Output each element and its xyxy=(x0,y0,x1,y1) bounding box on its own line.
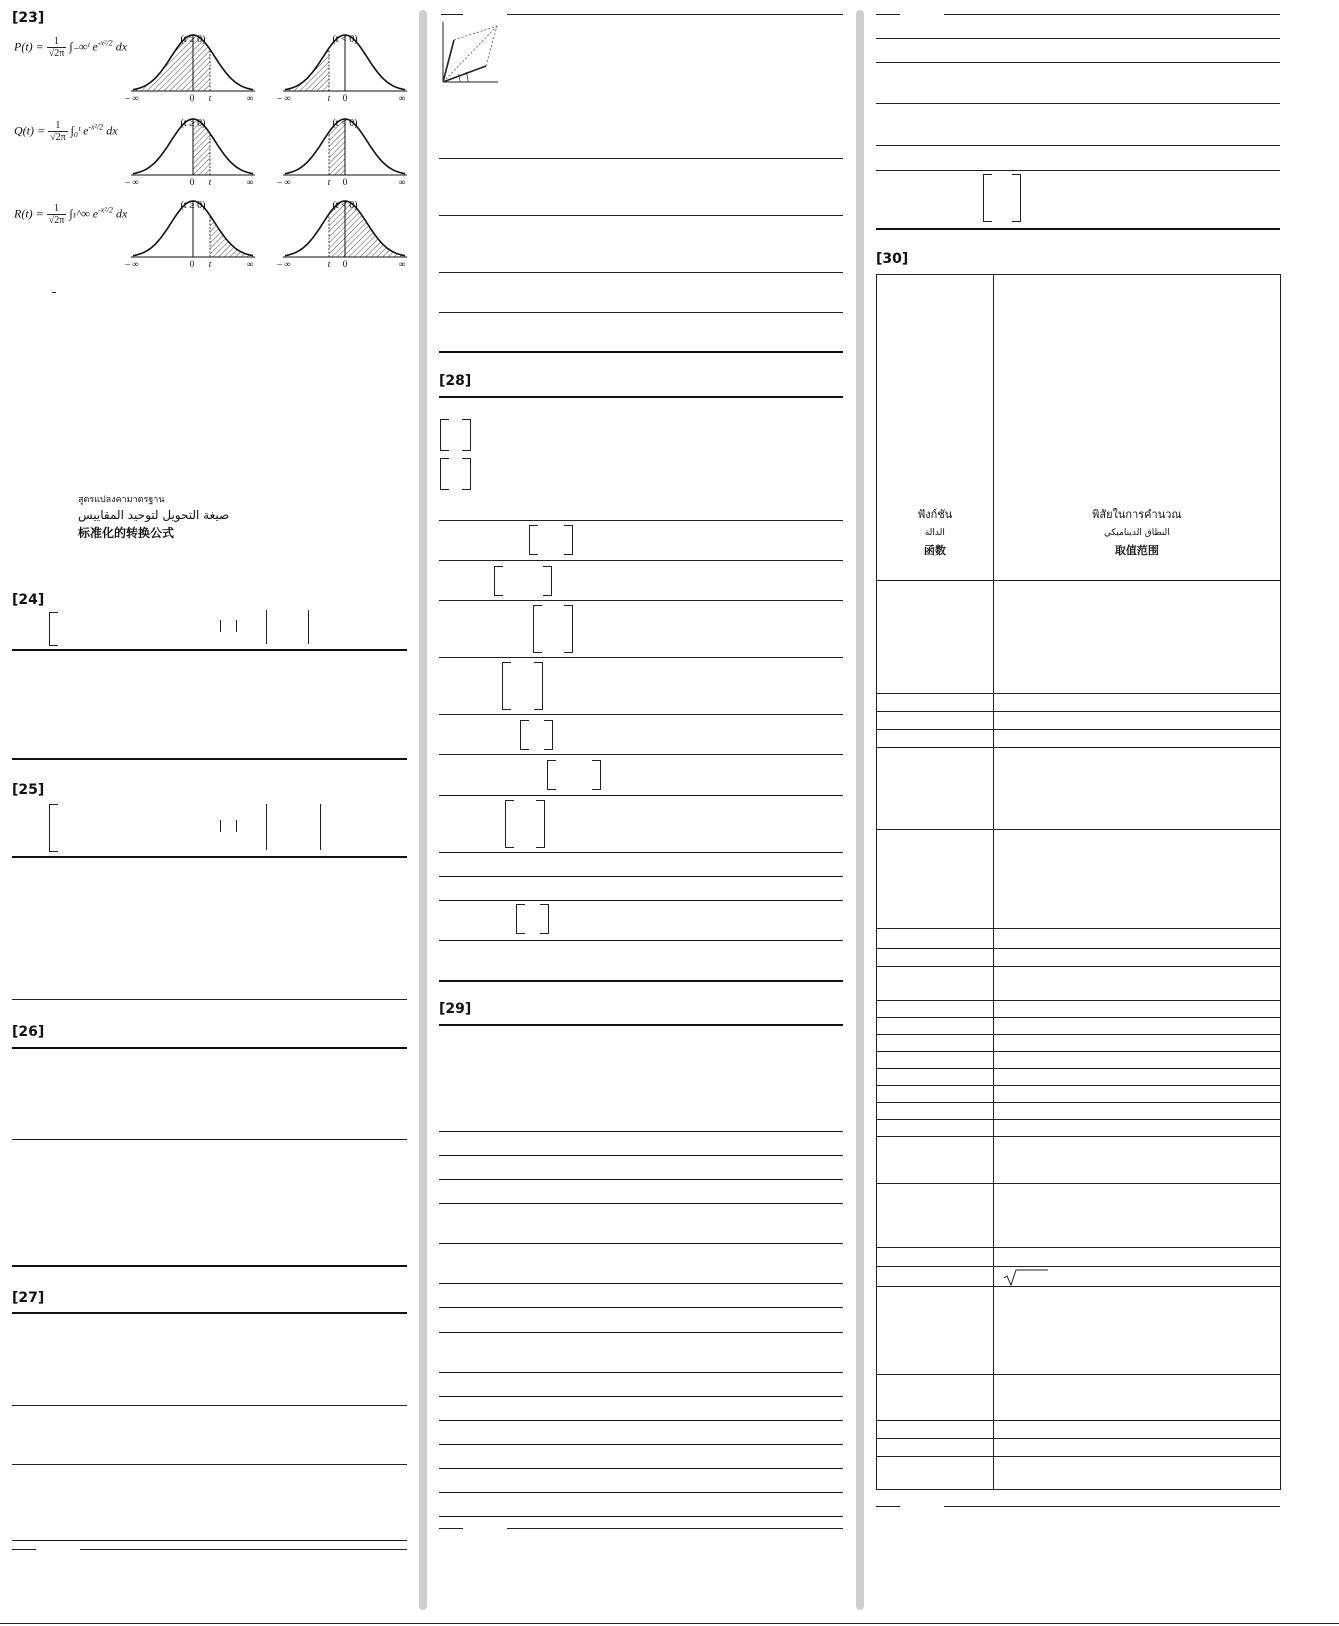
zero-label: 0 xyxy=(342,93,348,103)
fraction: $\frac{1}{√2\pi}$ xyxy=(50,120,66,143)
rule xyxy=(876,228,1280,230)
rule xyxy=(439,876,843,877)
header-range-arabic: النطاق الديناميكي xyxy=(1103,527,1170,538)
rule xyxy=(12,1265,407,1267)
footer-rule-short xyxy=(439,1528,463,1529)
footer-rule xyxy=(80,1549,407,1550)
column-middle xyxy=(430,0,850,1626)
standardization-formula-labels xyxy=(78,492,229,541)
header-range-thai: พิสัยในการคำนวณ xyxy=(1092,507,1182,521)
table-header-row xyxy=(877,275,1281,581)
infinity-label: ∞ xyxy=(246,177,254,187)
formula-p: P(t) = $\frac{1}{√2\pi}$ ∫₋∞ᵗ $e^{-x^2/2}$ dx xyxy=(14,36,128,59)
rule xyxy=(439,852,843,853)
bracket-right xyxy=(536,800,545,848)
condition-label: (t ≥ 0) xyxy=(180,34,206,45)
rule xyxy=(439,1444,843,1445)
condition-label: (t ≥ 0) xyxy=(180,118,206,129)
rule xyxy=(12,1047,407,1049)
infinity-label: ∞ xyxy=(246,93,254,103)
header-rule-short xyxy=(441,14,463,15)
condition-label: (t < 0) xyxy=(332,200,358,211)
footer-rule-short xyxy=(876,1506,900,1507)
header-rule xyxy=(507,14,843,15)
rule xyxy=(439,272,843,273)
bracket-right xyxy=(540,904,549,934)
table-row xyxy=(877,1375,1281,1421)
table-row xyxy=(877,1137,1281,1184)
divider-bar xyxy=(308,610,309,644)
footer-rule xyxy=(507,1528,843,1529)
rule xyxy=(439,396,843,398)
rule xyxy=(439,351,843,353)
table-row xyxy=(877,1248,1281,1267)
shaded-area xyxy=(210,215,253,257)
table-row xyxy=(877,1120,1281,1137)
section-28-heading: [28] xyxy=(439,373,472,389)
rule xyxy=(439,215,843,216)
formula-p-label: P(t) = xyxy=(14,39,44,54)
table-row xyxy=(877,1103,1281,1120)
rule xyxy=(439,1420,843,1421)
rule xyxy=(439,1307,843,1308)
table-row xyxy=(877,730,1281,748)
rule xyxy=(439,1396,843,1397)
column-left xyxy=(0,0,415,1626)
rule xyxy=(439,1024,843,1026)
rule xyxy=(12,1405,407,1406)
t-label: t xyxy=(208,177,212,187)
rule xyxy=(439,1203,843,1204)
bracket-left xyxy=(505,800,514,848)
rule xyxy=(439,754,843,755)
condition-label: (t < 0) xyxy=(332,34,358,45)
bracket-left xyxy=(516,904,525,934)
zero-label: 0 xyxy=(189,93,195,103)
table-row xyxy=(877,1069,1281,1086)
rule xyxy=(12,758,407,760)
table-row xyxy=(877,1267,1281,1287)
bracket-left xyxy=(533,605,542,653)
minus-infinity-label: – ∞ xyxy=(125,259,139,269)
fraction: $\frac{1}{√2\pi}$ xyxy=(48,36,65,59)
rule xyxy=(12,999,407,1000)
bracket-left xyxy=(494,566,503,596)
rule xyxy=(876,103,1280,104)
header-rule-short xyxy=(876,14,900,15)
dash-mark xyxy=(52,292,56,293)
rule xyxy=(12,1139,407,1140)
table-row xyxy=(877,1001,1281,1018)
bracket-right xyxy=(544,720,553,750)
table-row xyxy=(877,830,1281,929)
rule xyxy=(439,940,843,941)
table-row xyxy=(877,929,1281,949)
minus-infinity-label: – ∞ xyxy=(125,177,139,187)
table-row xyxy=(877,967,1281,1001)
rule xyxy=(876,145,1280,146)
bracket-right xyxy=(564,525,573,555)
section-30-heading: [30] xyxy=(876,251,909,267)
vector-diagram xyxy=(440,22,510,92)
minus-infinity-label: – ∞ xyxy=(277,93,291,103)
rule xyxy=(439,158,843,159)
table-row xyxy=(877,712,1281,730)
bracket-left xyxy=(440,458,449,490)
rule xyxy=(12,1312,407,1314)
formula-q: Q(t) = $\frac{1}{√2\pi}$ ∫₀ᵗ $e^{-x^2/2}$ dx xyxy=(14,120,118,143)
header-rule xyxy=(944,14,1280,15)
bracket-left xyxy=(440,419,449,451)
divider-bar xyxy=(266,804,267,850)
divider-bar xyxy=(266,610,267,644)
square-root-symbol xyxy=(1002,1268,1052,1286)
table-row xyxy=(877,949,1281,967)
bracket-left xyxy=(49,612,58,646)
footer-rule xyxy=(944,1506,1280,1507)
bracket-right xyxy=(564,605,573,653)
section-29-heading: [29] xyxy=(439,1001,472,1017)
bracket-right xyxy=(543,566,552,596)
column-separator xyxy=(856,10,864,1610)
infinity-label: ∞ xyxy=(398,93,406,103)
minus-infinity-label: – ∞ xyxy=(277,259,291,269)
rule xyxy=(439,1283,843,1284)
rule xyxy=(876,38,1280,39)
page-bottom-rule xyxy=(0,1623,1339,1624)
function-range-table xyxy=(876,274,1281,1490)
bracket-left xyxy=(547,760,556,790)
rule xyxy=(439,560,843,561)
table-row xyxy=(877,1052,1281,1069)
section-26-heading: [26] xyxy=(12,1024,45,1040)
minus-infinity-label: – ∞ xyxy=(125,93,139,103)
shaded-area xyxy=(285,48,329,91)
section-25-heading: [25] xyxy=(12,782,45,798)
bracket-left xyxy=(983,174,992,222)
header-function-arabic: الدالة xyxy=(924,527,945,538)
table-row xyxy=(877,1439,1281,1457)
bracket-left xyxy=(502,662,511,710)
zero-label: 0 xyxy=(189,259,195,269)
formula-r-label: R(t) = xyxy=(14,206,44,221)
normal-distribution-curves xyxy=(0,0,415,280)
column-separator xyxy=(419,10,427,1610)
condition-label: (t < 0) xyxy=(332,118,358,129)
header-range-chinese: 取值范围 xyxy=(1114,543,1159,557)
fraction: $\frac{1}{√2\pi}$ xyxy=(48,203,65,226)
infinity-label: ∞ xyxy=(398,259,406,269)
zero-label: 0 xyxy=(189,177,195,187)
rule xyxy=(439,1332,843,1333)
table-row xyxy=(877,1421,1281,1439)
section-24-heading: [24] xyxy=(12,592,45,608)
rule xyxy=(439,1243,843,1244)
rule xyxy=(439,312,843,313)
rule xyxy=(439,795,843,796)
table-row xyxy=(877,1457,1281,1490)
rule xyxy=(439,1179,843,1180)
t-label: t xyxy=(208,93,212,103)
table-row xyxy=(877,1086,1281,1103)
table-row xyxy=(877,1287,1281,1375)
rule xyxy=(439,1372,843,1373)
rule xyxy=(439,1155,843,1156)
rule xyxy=(12,1540,407,1541)
bracket-left xyxy=(520,720,529,750)
table-row xyxy=(877,694,1281,712)
rule xyxy=(439,1492,843,1493)
label-thai: สูตรแปลงคามาตรฐาน xyxy=(78,495,165,505)
zero-label: 0 xyxy=(342,259,348,269)
abs-bar xyxy=(236,620,237,632)
infinity-label: ∞ xyxy=(246,259,254,269)
header-function-cell xyxy=(877,275,994,581)
rule xyxy=(439,1468,843,1469)
rule xyxy=(876,170,1280,171)
rule xyxy=(439,520,843,521)
formula-q-label: Q(t) = xyxy=(14,123,46,138)
rule xyxy=(439,900,843,901)
condition-label: (t ≥ 0) xyxy=(180,200,206,211)
table-row xyxy=(877,581,1281,694)
abs-bar xyxy=(236,820,237,832)
abs-bar xyxy=(220,620,221,632)
divider-bar xyxy=(320,804,321,850)
rule xyxy=(439,980,843,982)
abs-bar xyxy=(220,820,221,832)
footer-rule-short xyxy=(12,1549,36,1550)
rule xyxy=(439,600,843,601)
rule xyxy=(439,714,843,715)
rule xyxy=(12,856,407,858)
rule xyxy=(439,657,843,658)
rule xyxy=(12,1464,407,1465)
bracket-right xyxy=(462,458,471,490)
zero-label: 0 xyxy=(342,177,348,187)
t-label: t xyxy=(327,177,331,187)
bracket-left xyxy=(49,804,58,852)
label-arabic: صيغة التحويل لتوحيد المقاييس xyxy=(78,508,230,522)
rule xyxy=(439,1131,843,1132)
bracket-right xyxy=(534,662,543,710)
minus-infinity-label: – ∞ xyxy=(277,177,291,187)
bracket-left xyxy=(529,525,538,555)
header-range-cell xyxy=(993,275,1280,581)
formula-r: R(t) = $\frac{1}{√2\pi}$ ∫ₜ^∞ $e^{-x^2/2}$ dx xyxy=(14,203,128,226)
rule xyxy=(12,649,407,651)
header-function-thai: ฟังก์ชัน xyxy=(917,507,953,521)
t-label: t xyxy=(327,259,331,269)
t-label: t xyxy=(208,259,212,269)
label-chinese: 标准化的转换公式 xyxy=(78,526,175,540)
section-27-heading: [27] xyxy=(12,1290,45,1306)
table-row xyxy=(877,748,1281,830)
bracket-right xyxy=(1012,174,1021,222)
table-row xyxy=(877,1018,1281,1035)
bracket-right xyxy=(462,419,471,451)
bracket-right xyxy=(592,760,601,790)
rule xyxy=(439,1516,843,1517)
header-function-chinese: 函数 xyxy=(923,543,946,557)
table-row xyxy=(877,1035,1281,1052)
rule xyxy=(876,62,1280,63)
infinity-label: ∞ xyxy=(398,177,406,187)
t-label: t xyxy=(327,93,331,103)
table-row xyxy=(877,1184,1281,1248)
section-23-heading: [23] xyxy=(12,10,45,26)
column-right xyxy=(866,0,1286,1626)
